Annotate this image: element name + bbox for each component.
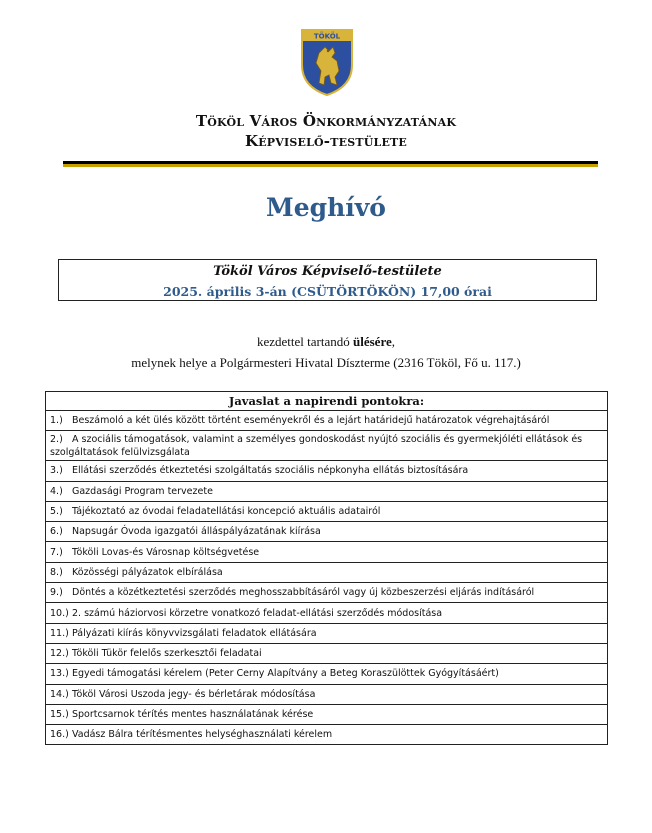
agenda-item-text: Gazdasági Program tervezete (72, 485, 213, 497)
agenda-row (46, 664, 608, 684)
agenda-item-text: Tököli Lovas-és Városnap költségvetése (72, 546, 260, 558)
agenda-item-number: 1.) (50, 415, 63, 427)
session-word: ülésére (353, 334, 392, 349)
start-text-prefix: kezdettel tartandó (256, 334, 353, 349)
agenda-item-number: 8.) (50, 566, 63, 578)
org-name-line1: Tököl Város Önkormányzatának (195, 112, 457, 130)
agenda-item-text: Pályázati kiírás könyvvizsgálati feladatok ellátására (72, 627, 317, 639)
agenda-heading: Javaslat a napirendi pontokra: (46, 392, 608, 411)
agenda-item-number: 3.) (50, 465, 63, 477)
start-text-suffix: , (391, 334, 395, 349)
agenda-row (46, 522, 608, 542)
agenda-row (46, 684, 608, 704)
header-divider-gold (63, 164, 598, 167)
agenda-item-text: Tájékoztató az óvodai feladatellátási koncepció aktuális adatairól (72, 506, 381, 518)
agenda-item-number: 4.) (50, 485, 63, 497)
agenda-row (46, 501, 608, 521)
agenda-row (46, 542, 608, 562)
agenda-item-number: 5.) (50, 506, 63, 518)
org-name-line2: Képviselő-testülete (244, 132, 408, 150)
agenda-item-number: 11.) (50, 627, 69, 639)
agenda-row (46, 704, 608, 724)
agenda-row (46, 481, 608, 501)
agenda-item-number: 6.) (50, 526, 63, 538)
agenda-item-number: 15.) (50, 709, 69, 720)
agenda-row (46, 643, 608, 663)
agenda-item-text: Napsugár Óvoda igazgatói álláspályázatának kiírása (72, 526, 321, 538)
agenda-row (46, 623, 608, 643)
agenda-item-text: Sportcsarnok térítés mentes használatának kérése (72, 709, 314, 720)
agenda-item-text: Tököli Tükör felelős szerkesztői feladatai (72, 648, 262, 660)
agenda-item-text: Vadász Bálra térítésmentes helységhasználati kérelem (72, 729, 333, 741)
agenda-item-number: 9.) (50, 587, 63, 599)
agenda-item-number: 10.) (50, 607, 69, 619)
agenda-row (46, 431, 608, 461)
agenda-item-number: 13.) (50, 668, 69, 680)
agenda-item-text: Beszámoló a két ülés között történt eseményekről és a lejárt határidejű határozatok végrehajtásáról (72, 415, 550, 427)
agenda-row (46, 461, 608, 481)
agenda-table (45, 391, 608, 745)
agenda-item-number: 7.) (50, 546, 63, 558)
meeting-start-text (0, 334, 652, 350)
agenda-row (46, 603, 608, 623)
agenda-row (46, 725, 608, 745)
meeting-date: 2025. április 3-án (CSÜTÖRTÖKÖN) 17,00 órai (163, 284, 492, 299)
agenda-item-text: Döntés a közétkeztetési szerződés meghosszabbításáról vagy új közbeszerzési eljárás indításáról (72, 587, 535, 599)
coat-of-arms-logo (299, 27, 355, 97)
agenda-item-number: 12.) (50, 648, 69, 660)
meeting-location: melynek helye a Polgármesteri Hivatal Díszterme (2316 Tököl, Fő u. 117.) (131, 355, 521, 370)
invitation-body-name: Tököl Város Képviselő-testülete (213, 264, 442, 279)
agenda-item-text: Egyedi támogatási kérelem (Peter Cerny Alapítvány a Beteg Koraszülöttek Gyógyításáért) (72, 668, 499, 680)
agenda-row (46, 411, 608, 431)
agenda-row (46, 583, 608, 603)
crest-text: TÖKÖL (313, 32, 341, 41)
invitation-box (58, 259, 597, 301)
agenda-item-text: Ellátási szerződés étkeztetési szolgáltatás szociális népkonyha ellátás biztosítására (72, 465, 469, 477)
agenda-item-number: 16.) (50, 729, 69, 741)
agenda-item-text: Tököl Városi Uszoda jegy- és bérletárak módosítása (72, 688, 316, 700)
agenda-row (46, 562, 608, 582)
agenda-item-number: 14.) (50, 688, 69, 700)
agenda-item-text: 2. számú háziorvosi körzetre vonatkozó feladat-ellátási szerződés módosítása (72, 607, 443, 619)
agenda-item-number: 2.) (50, 433, 63, 445)
agenda-item-text: Közösségi pályázatok elbírálása (72, 566, 223, 578)
document-title: Meghívó (266, 193, 386, 222)
agenda-item-text: A szociális támogatások, valamint a személyes gondoskodást nyújtó szociális és gyermekjóléti ellátások és szolgáltatások felülvizsgálata (50, 433, 583, 458)
